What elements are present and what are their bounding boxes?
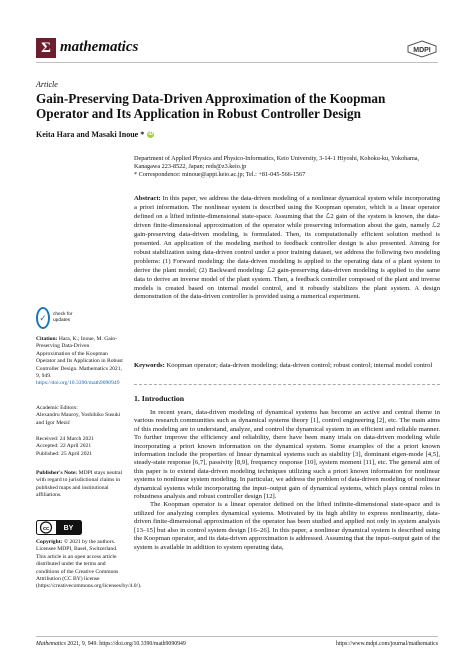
dates-block [36,436,124,458]
footer-journal-url[interactable]: https://www.mdpi.com/journal/mathematics [335,641,438,647]
citation-doi-link[interactable]: https://doi.org/10.3390/math9090949 [36,380,120,387]
footer-journal: Mathematics [36,641,66,647]
pubnote-label: Publisher's Note: [36,470,78,476]
editors-block [36,405,124,427]
copyright-label: Copyright: [36,539,63,545]
pubnote-text: MDPI stays neutral with regard to jurisdictional claims in published maps and institutional affiliations. [36,470,123,499]
affiliation-block [134,155,434,180]
accepted-date: Accepted: 22 April 2021 [36,443,92,450]
publisher-note [36,470,124,500]
orcid-icon[interactable]: iD [148,131,154,137]
header-rule [36,62,438,63]
check-updates-badge[interactable] [36,305,74,331]
author-names[interactable]: Keita Hara and Masaki Inoue * [36,130,145,139]
intro-body [134,409,440,552]
intro-paragraph-1: In recent years, data-driven modeling of dynamical systems has become an active and central theme in various research communities such as dynamical systems theory [1], control engineering [2], etc. The main aims of this modeling are to understand, analyze, and control the dynamical system in an efficient and reliable manner. To further improve the efficiency and reliability, there have been many trials on data-driven modeling while incorporating a priori known information on the dynamical system. Some examples of the a priori known information include the properties of linear dynamical systems such as stability [3], dominant eigen-mode [4,5], steady-state response [6,7], passivity [8,9], frequency response [10], system moment [11], etc. The general aim of this paper is to extend data-driven modeling techniques utilizing such a priori known information for nonlinear systems to nonlinear system modeling. In particular, we address the problem of data-driven modeling of nonlinear dynamical systems while incorporating the input–output gain of dynamical systems, which plays central roles in robustness analysis and robust controller design [12]. [134,409,440,501]
copyright-block [36,539,142,591]
citation-label: Citation: [36,336,58,342]
cc-by-icon[interactable] [36,520,82,535]
svg-text:BY: BY [63,525,74,532]
authors [36,130,154,139]
mdpi-logo [406,40,438,58]
section-divider [134,384,440,385]
check-updates-icon: ✓ [36,307,50,329]
received-date: Received: 24 March 2021 [36,436,94,442]
page-footer [36,641,438,647]
editors-label: Academic Editors: [36,405,78,411]
abstract-text: In this paper, we address the data-driven modeling of a nonlinear dynamical system while incorporating a priori information. The nonlinear system is described using the Koopman operator, which is a linear operator defined on a lifted infinite-dimensional state-space. Assuming that the ℒ2 gain of the system is known, the data-driven finite-dimensional approximation of the operator while preserving information about the gain, namely ℒ2 gain-preserving data-driven modeling, is formulated. Then, its computationally efficient solution method is presented. An application of the modeling method to feedback controller design is also presented. Aiming for robust stabilization using data-driven control under a poor training dataset, we address the following two modeling problems: (1) Forward modeling: the data-driven modeling is applied to the operating data of a plant system to derive the plant model; (2) Backward modeling: ℒ2 gain-preserving data-driven modeling is applied to the same data to derive an inverse model of the plant system. Then, a feedback controller composed of the plant and inverse models is created based on internal model control, and it robustly stabilizes the plant system. A design demonstration of the data-driven controller is provided using a numerical experiment. [134,195,440,301]
affiliation: Department of Applied Physics and Physico-Informatics, Keio University, 3-14-1 Hiyoshi, Kohoku-ku, Yokohama, Kanagawa 223-8522, Japan; reds@z3.keio.jp [134,155,420,171]
footer-doi[interactable]: 2021, 9, 949. https://doi.org/10.3390/math9090949 [67,641,186,647]
article-title: Gain-Preserving Data-Driven Approximation of the Koopman Operator and Its Application in Robust Controller Design [36,91,386,121]
keywords [134,362,440,371]
keywords-text: Koopman operator; data-driven modeling; data-driven control; robust control; internal model control [166,362,433,369]
published-date: Published: 25 April 2021 [36,450,93,457]
citation-block [36,336,124,388]
check-updates-label: check for updates [52,312,73,323]
svg-text:cc: cc [42,525,50,532]
article-type: Article [36,80,58,89]
footer-rule [36,636,438,637]
footer-citation [36,641,186,647]
mdpi-logo-text: MDPI [413,47,431,54]
section-heading: 1. Introduction [134,394,185,403]
journal-logo: Σ [36,38,56,58]
citation-text: Hara, K.; Inoue, M. Gain-Preserving Data-Driven Approximation of the Koopman Operator and Its Application in Robust Controller Design. Mathematics 2021, 9, 949. [36,336,123,380]
editors-names: Alexandru Mauroy, Yoshihiko Susuki and Igor Mezić [36,412,121,426]
copyright-text: © 2021 by the authors. Licensee MDPI, Basel, Switzerland. This article is an open access article distributed under the terms and conditions of the Creative Commons Attribution (CC BY) license (https://creativecommons.org/licenses/by/4.0/). [36,539,142,590]
abstract-label: Abstract: [134,195,161,202]
intro-paragraph-2: The Koopman operator is a linear operator defined on the lifted infinite-dimensional state-space and is utilized for analyzing complex dynamical systems. Motivated by its high ability to express nonlinearity, data-driven finite-dimensional approximation of the operator has been studied and applied not only in system analysis [13–15] but also in control system design [16–26]. In this paper, a nonlinear dynamical system is described using the Koopman operator, and its data-driven approximation is addressed. Assuming that the input–output gain of the system is available in addition to system operating data, [134,501,440,551]
abstract [134,195,440,302]
correspondence: * Correspondence: minoue@appi.keio.ac.jp; Tel.: +81-045-566-1567 [134,171,306,179]
journal-name: mathematics [60,39,139,55]
keywords-label: Keywords: [134,362,165,369]
